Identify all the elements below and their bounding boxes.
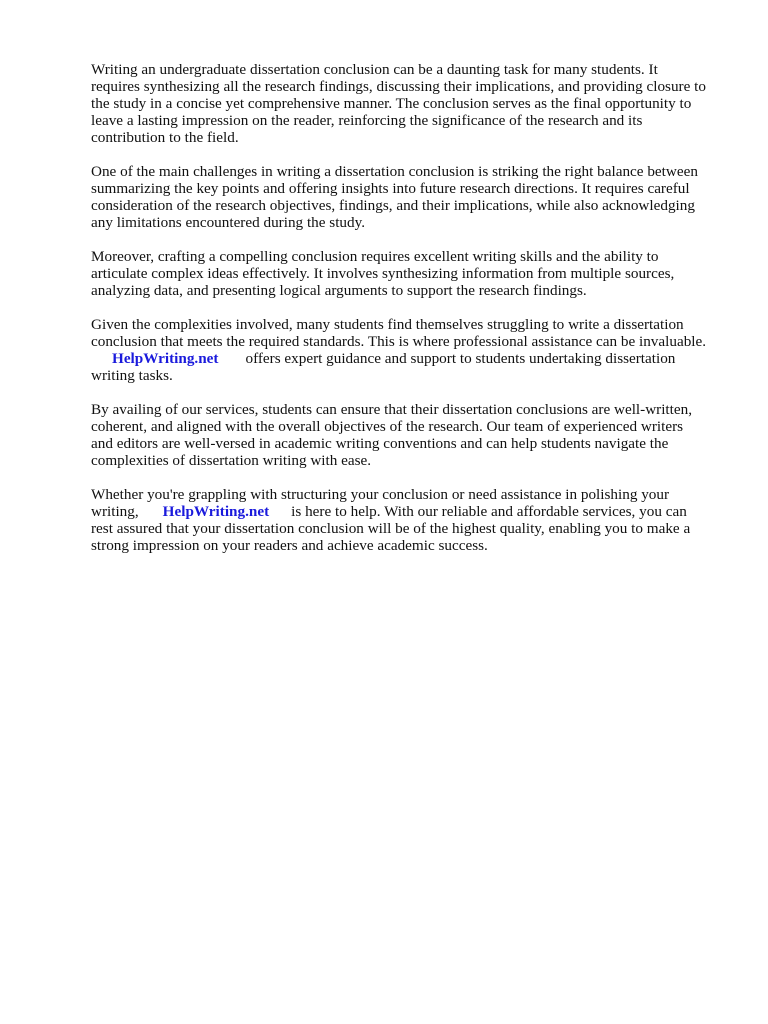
text-line: requires synthesizing all the research findings, discussing their implications, and providing closure to <box>91 78 706 95</box>
text-line: summarizing the key points and offering insights into future research directions. It requires careful <box>91 180 690 197</box>
text-line: One of the main challenges in writing a dissertation conclusion is striking the right balance between <box>91 163 698 180</box>
text-line: Whether you're grappling with structuring your conclusion or need assistance in polishing your <box>91 486 670 503</box>
text-line: analyzing data, and presenting logical arguments to support the research findings. <box>91 282 587 299</box>
text-fragment: offers expert guidance and support to students undertaking dissertation <box>245 350 676 367</box>
paragraph-skills <box>91 248 731 299</box>
text-line: conclusion that meets the required standards. This is where professional assistance can be invaluable. <box>91 333 707 350</box>
helpwriting-link[interactable]: HelpWriting.net <box>162 503 270 520</box>
text-line: leave a lasting impression on the reader, reinforcing the significance of the research and its <box>91 112 643 129</box>
text-line: any limitations encountered during the study. <box>91 214 366 231</box>
text-line: consideration of the research objectives, findings, and their implications, while also acknowledging <box>91 197 695 214</box>
paragraph-closing <box>91 486 731 554</box>
text-line: complexities of dissertation writing with ease. <box>91 452 372 469</box>
helpwriting-link[interactable]: HelpWriting.net <box>112 350 219 367</box>
text-fragment: writing, <box>91 503 139 520</box>
text-line: Writing an undergraduate dissertation conclusion can be a daunting task for many students. It <box>91 61 658 78</box>
document-page <box>91 61 731 571</box>
paragraph-assistance <box>91 316 731 384</box>
text-fragment: is here to help. With our reliable and affordable services, you can <box>291 503 687 520</box>
text-line-with-link <box>91 503 731 520</box>
text-line-with-link <box>91 350 731 367</box>
text-line: Moreover, crafting a compelling conclusion requires excellent writing skills and the ability to <box>91 248 659 265</box>
text-line: articulate complex ideas effectively. It involves synthesizing information from multiple sources, <box>91 265 675 282</box>
text-line: writing tasks. <box>91 367 173 384</box>
text-line: By availing of our services, students can ensure that their dissertation conclusions are well-written, <box>91 401 693 418</box>
text-line: and editors are well-versed in academic writing conventions and can help students navigate the <box>91 435 669 452</box>
paragraph-intro <box>91 61 731 146</box>
paragraph-challenges <box>91 163 731 231</box>
text-line: coherent, and aligned with the overall objectives of the research. Our team of experienced writers <box>91 418 684 435</box>
text-line: rest assured that your dissertation conclusion will be of the highest quality, enabling you to make a <box>91 520 691 537</box>
paragraph-services <box>91 401 731 469</box>
text-line: the study in a concise yet comprehensive manner. The conclusion serves as the final opportunity to <box>91 95 692 112</box>
text-line: Given the complexities involved, many students find themselves struggling to write a dissertation <box>91 316 684 333</box>
text-line: contribution to the field. <box>91 129 239 146</box>
text-line: strong impression on your readers and achieve academic success. <box>91 537 488 554</box>
